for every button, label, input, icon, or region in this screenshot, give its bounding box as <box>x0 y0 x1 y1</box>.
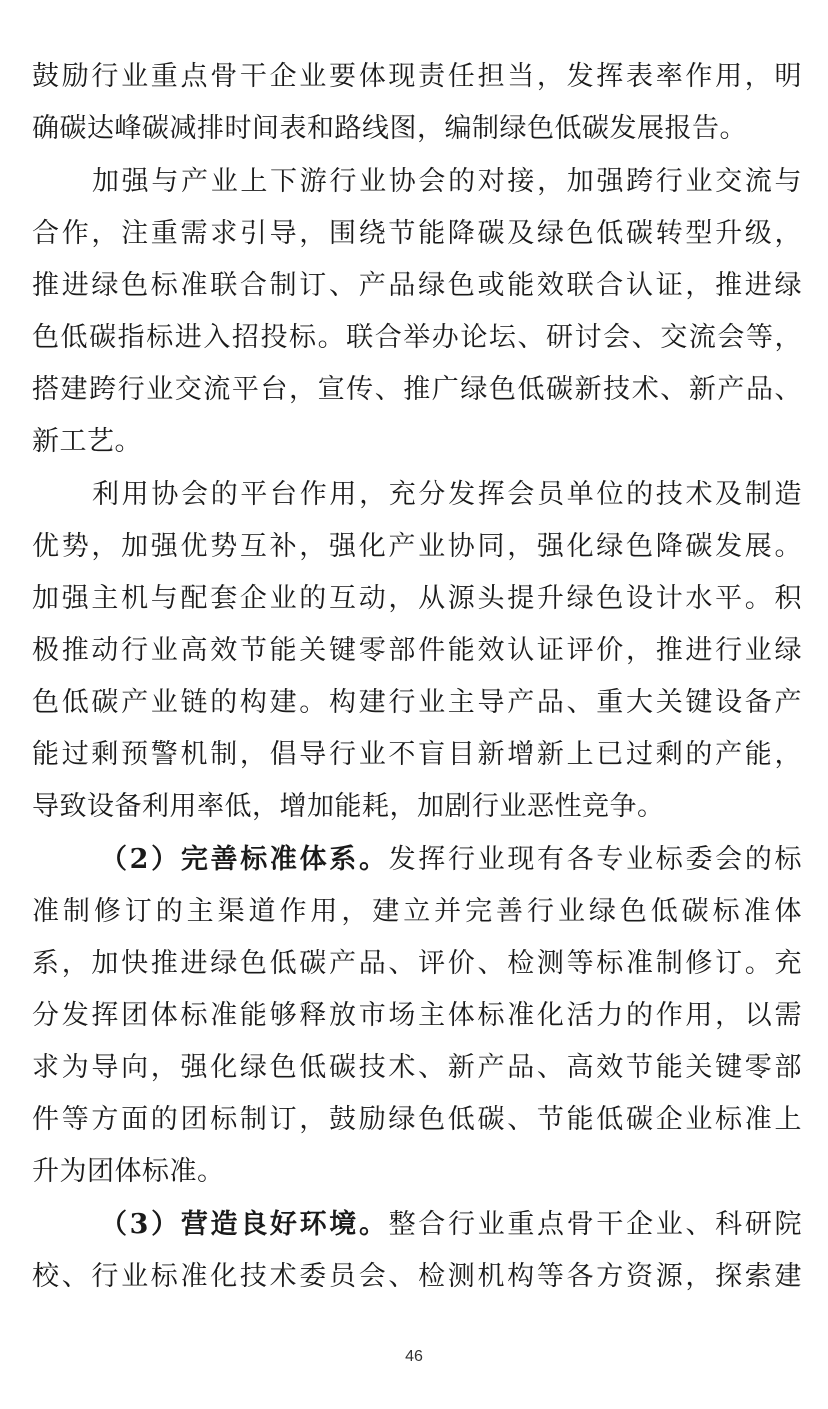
paragraph-line: 新工艺。 <box>32 426 142 457</box>
paragraph-line: 加强与产业上下游行业协会的对接，加强跨行业交流与 <box>92 166 802 197</box>
paragraph-line: 推进绿色标准联合制订、产品绿色或能效联合认证，推进绿 <box>32 270 802 301</box>
paragraph-line: 极推动行业高效节能关键零部件能效认证评价，推进行业绿 <box>32 635 802 666</box>
section-heading-line <box>100 1205 802 1245</box>
section-text: 整合行业重点骨干企业、科研院 <box>388 1209 803 1240</box>
page-number: 46 <box>405 1348 423 1365</box>
paragraph-line: 升为团体标准。 <box>32 1156 225 1187</box>
paragraph-line: 系，加快推进绿色低碳产品、评价、检测等标准制修订。充 <box>32 948 802 979</box>
paragraph-line: 利用协会的平台作用，充分发挥会员单位的技术及制造 <box>92 479 802 510</box>
paragraph-line: 鼓励行业重点骨干企业要体现责任担当，发挥表率作用，明 <box>32 61 802 92</box>
section-heading: 营造良好环境。 <box>180 1209 389 1240</box>
paragraph-line: 加强主机与配套企业的互动，从源头提升绿色设计水平。积 <box>32 583 802 614</box>
paragraph-line: 分发挥团体标准能够释放市场主体标准化活力的作用，以需 <box>32 1000 802 1031</box>
paragraph-line: 准制修订的主渠道作用，建立并完善行业绿色低碳标准体 <box>32 896 802 927</box>
paragraph-line: 色低碳指标进入招投标。联合举办论坛、研讨会、交流会等， <box>32 322 802 353</box>
paragraph-line: 件等方面的团标制订，鼓励绿色低碳、节能低碳企业标准上 <box>32 1104 802 1135</box>
section-heading: 完善标准体系。 <box>180 844 389 875</box>
paragraph-line: 优势，加强优势互补，强化产业协同，强化绿色降碳发展。 <box>32 531 802 562</box>
paragraph-line: 合作，注重需求引导，围绕节能降碳及绿色低碳转型升级， <box>32 218 802 249</box>
section-number: （3） <box>100 1209 181 1240</box>
paragraph-line: 求为导向，强化绿色低碳技术、新产品、高效节能关键零部 <box>32 1052 802 1083</box>
paragraph-line: 确碳达峰碳减排时间表和路线图，编制绿色低碳发展报告。 <box>32 113 747 144</box>
paragraph-line: 导致设备利用率低，增加能耗，加剧行业恶性竞争。 <box>32 791 665 822</box>
section-heading-line <box>100 840 802 880</box>
paragraph-line: 搭建跨行业交流平台，宣传、推广绿色低碳新技术、新产品、 <box>32 374 802 405</box>
section-number: （2） <box>100 844 181 875</box>
paragraph-line: 能过剩预警机制，倡导行业不盲目新增新上已过剩的产能， <box>32 739 802 770</box>
section-text: 发挥行业现有各专业标委会的标 <box>388 844 803 875</box>
paragraph-line: 校、行业标准化技术委员会、检测机构等各方资源，探索建 <box>32 1261 802 1292</box>
paragraph-line: 色低碳产业链的构建。构建行业主导产品、重大关键设备产 <box>32 687 802 718</box>
